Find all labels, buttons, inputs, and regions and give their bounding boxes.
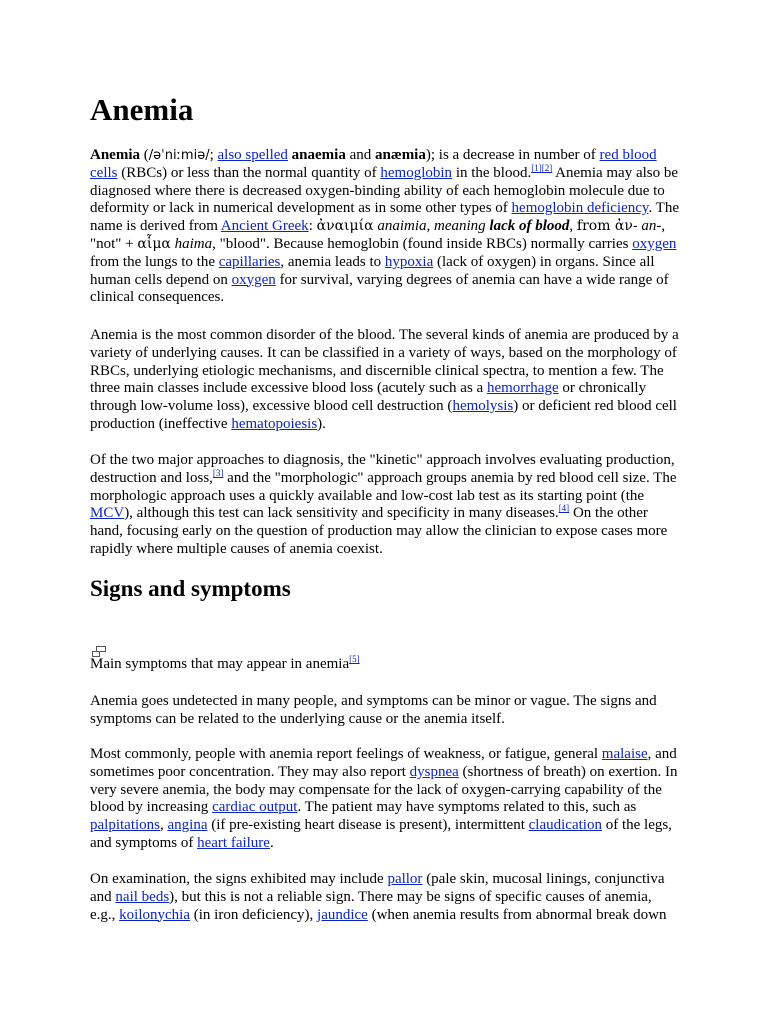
link-ancient-greek[interactable]: Ancient Greek bbox=[220, 218, 309, 235]
link-jaundice[interactable]: jaundice bbox=[317, 906, 368, 923]
link-red-blood-cells[interactable]: red blood cells bbox=[90, 147, 657, 181]
link-hemorrhage[interactable]: hemorrhage bbox=[486, 380, 559, 397]
link-mcv[interactable]: MCV bbox=[90, 505, 125, 522]
intro-paragraph: Anemia (/əˈniːmiə/; also spelled anaemia and anæmia); is a decrease in number of red blood cells (RBCs) or less than the normal quantity of hemoglobin in the blood.[1][2] Anemia may also be diagnosed where there is decreased oxygen-binding ability of each hemoglobin molecule due to deformity or lack in numerical development as in some other types of hemoglobin deficiency. The name is derived from Ancient Greek: ἀναιμία anaimia, meaning lack of blood, from ἀν- an-, "not" + αἷμα haima, "blood". Because hemoglobin (found inside RBCs) normally carries oxygen from the lungs to the capillaries, anemia leads to hypoxia (lack of oxygen) in organs. Since all human cells depend on oxygen for survival, varying degrees of anemia can have a wide range of clinical consequences. bbox=[90, 147, 680, 306]
page-title: Anemia bbox=[90, 92, 194, 127]
link-claudication[interactable]: claudication bbox=[528, 817, 602, 834]
undetected-paragraph: Anemia goes undetected in many people, and symptoms can be minor or vague. The signs and symptoms can be related to the underlying cause or the anemia itself. bbox=[90, 693, 657, 727]
link-also-spelled[interactable]: also spelled bbox=[217, 147, 288, 163]
link-palpitations[interactable]: palpitations bbox=[90, 817, 160, 834]
link-cardiac-output[interactable]: cardiac output bbox=[212, 799, 298, 816]
link-hypoxia[interactable]: hypoxia bbox=[384, 253, 434, 270]
citation-5[interactable]: [5] bbox=[349, 654, 360, 664]
greek-from-an: from ἀν- bbox=[576, 218, 638, 235]
citation-3[interactable]: [3] bbox=[212, 467, 224, 478]
link-nail-beds[interactable]: nail beds bbox=[115, 888, 170, 905]
link-hemoglobin[interactable]: hemoglobin bbox=[380, 164, 453, 181]
term-anaemia: anaemia bbox=[291, 147, 346, 163]
link-heart-failure[interactable]: heart failure bbox=[197, 834, 270, 851]
link-capillaries[interactable]: capillaries bbox=[218, 253, 281, 270]
image-caption: Main symptoms that may appear in anemia[5] bbox=[90, 654, 360, 672]
term-anaemia-ligature: anæmia bbox=[375, 147, 426, 163]
link-koilonychia[interactable]: koilonychia bbox=[119, 906, 190, 923]
ipa-pronunciation: /əˈniːmiə/ bbox=[148, 148, 210, 163]
link-hemolysis[interactable]: hemolysis bbox=[452, 398, 514, 415]
link-oxygen[interactable]: oxygen bbox=[632, 235, 677, 252]
link-hemoglobin-deficiency[interactable]: hemoglobin deficiency bbox=[511, 200, 649, 217]
classification-paragraph: Anemia is the most common disorder of the blood. The several kinds of anemia are produced by a variety of underlying causes. It can be classified in a variety of ways, based on the morphology of RBCs, underlying etiologic mechanisms, and discernible clinical spectra, to mention a few. The three main classes include excessive blood loss (acutely such as a hemorrhage or chronically through low-volume loss), excessive blood cell destruction (hemolysis) or deficient red blood cell production (ineffective hematopoiesis). bbox=[90, 327, 679, 432]
citation-1[interactable]: [1] bbox=[531, 162, 542, 173]
greek-anaimia: ἀναιμία bbox=[316, 218, 374, 235]
link-hematopoiesis[interactable]: hematopoiesis bbox=[231, 415, 318, 432]
citation-4[interactable]: [4] bbox=[558, 503, 570, 514]
examination-paragraph: On examination, the signs exhibited may include pallor (pale skin, mucosal linings, conjunctiva and nail beds), but this is not a reliable sign. There may be signs of specific causes of anemia, e.g., koilonychia (in iron deficiency), jaundice (when anemia results from abnormal break down bbox=[90, 871, 667, 923]
link-pallor[interactable]: pallor bbox=[387, 871, 423, 887]
link-malaise[interactable]: malaise bbox=[601, 746, 648, 762]
section-heading-signs-and-symptoms: Signs and symptoms bbox=[90, 576, 291, 601]
link-angina[interactable]: angina bbox=[167, 817, 208, 834]
greek-haima: αἷμα bbox=[137, 235, 171, 252]
diagnosis-paragraph: Of the two major approaches to diagnosis, the "kinetic" approach involves evaluating production, destruction and loss,[3] and the "morphologic" approach groups anemia by red blood cell size. The morphologic approach uses a quickly available and low-cost lab test as its starting point (the MCV), although this test can lack sensitivity and specificity in many diseases.[4] On the other hand, focusing early on the question of production may allow the clinician to expose cases more rapidly where multiple causes of anemia coexist. bbox=[90, 452, 677, 557]
link-dyspnea[interactable]: dyspnea bbox=[409, 763, 459, 780]
link-oxygen-2[interactable]: oxygen bbox=[231, 271, 276, 288]
term-anemia: Anemia bbox=[90, 147, 140, 163]
term-lack-of-blood: lack of blood bbox=[489, 218, 570, 235]
citation-2[interactable]: [2] bbox=[541, 162, 553, 173]
symptoms-paragraph: Most commonly, people with anemia report feelings of weakness, or fatigue, general malaise, and sometimes poor concentration. They may also report dyspnea (shortness of breath) on exertion. In very severe anemia, the body may compensate for the lack of oxygen-carrying capability of the blood by increasing cardiac output. The patient may have symptoms related to this, such as palpitations, angina (if pre-existing heart disease is present), intermittent claudication of the legs, and symptoms of heart failure. bbox=[90, 746, 678, 851]
